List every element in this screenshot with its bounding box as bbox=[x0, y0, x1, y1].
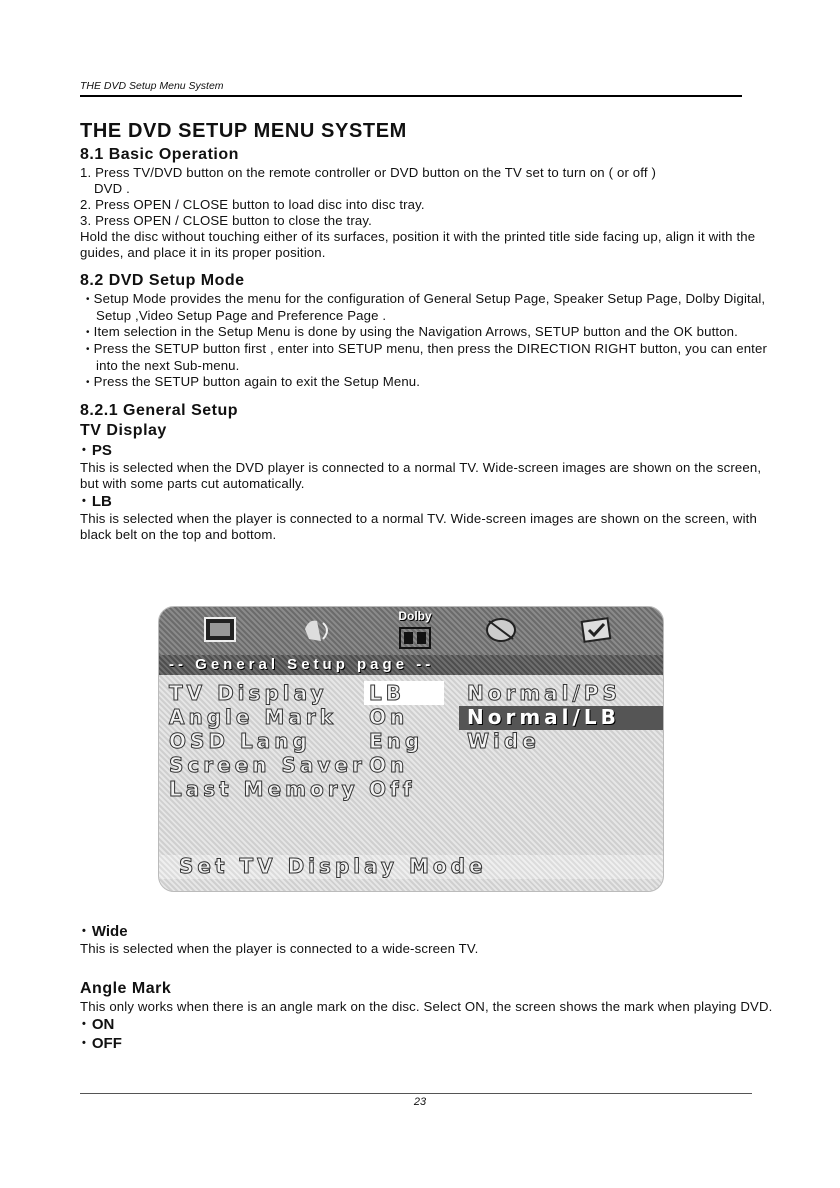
step-2: 2. Press OPEN / CLOSE button to load disc into disc tray. bbox=[80, 197, 425, 212]
speaker-icon bbox=[299, 615, 335, 645]
dolby-label: Dolby bbox=[398, 609, 432, 623]
page-number: 23 bbox=[413, 1096, 427, 1108]
ps-description: This is selected when the DVD player is connected to a normal TV. Wide-screen images are shown on the screen, but with some parts cut automatically. bbox=[80, 460, 762, 491]
osd-icon-bar bbox=[159, 607, 663, 655]
setup-mode-bullet: • Press the SETUP button again to exit the Setup Menu. bbox=[80, 374, 780, 391]
osd-row-label: TV Display bbox=[169, 681, 328, 705]
section-8-2-heading: 8.2 DVD Setup Mode bbox=[80, 272, 245, 289]
osd-row-label: Screen Saver bbox=[169, 753, 366, 777]
osd-title-bar bbox=[159, 655, 663, 675]
wide-description: This is selected when the player is connected to a wide-screen TV. bbox=[80, 941, 479, 956]
osd-row-label: Last Memory bbox=[169, 777, 359, 801]
osd-row-label: OSD Lang bbox=[169, 729, 311, 753]
angle-on-label: • ON bbox=[80, 1015, 780, 1034]
osd-option-selected: Normal/LB bbox=[467, 705, 620, 729]
page-title: THE DVD SETUP MENU SYSTEM bbox=[80, 120, 407, 142]
video-disc-icon bbox=[483, 615, 519, 645]
preference-icon bbox=[579, 615, 615, 645]
osd-row-label: Angle Mark bbox=[169, 705, 337, 729]
dolby-digital-icon bbox=[399, 627, 431, 649]
header-rule bbox=[80, 95, 742, 97]
osd-option: Normal/PS bbox=[467, 681, 621, 705]
osd-row-value: On bbox=[369, 753, 409, 777]
footer-rule bbox=[80, 1093, 752, 1094]
angle-mark-description: This only works when there is an angle mark on the disc. Select ON, the screen shows the mark when playing DVD. bbox=[80, 999, 773, 1014]
running-header: THE DVD Setup Menu System bbox=[80, 80, 224, 92]
tv-display-heading: TV Display bbox=[80, 422, 167, 439]
tv-icon bbox=[203, 615, 239, 645]
osd-row-value: Off bbox=[369, 777, 416, 801]
page-body-lower bbox=[80, 922, 780, 1053]
section-8-1-heading: 8.1 Basic Operation bbox=[80, 146, 239, 163]
wide-label: • Wide bbox=[80, 922, 780, 941]
general-setup-osd-screenshot bbox=[158, 606, 664, 892]
basic-operation-steps bbox=[80, 165, 780, 229]
setup-mode-bullets bbox=[80, 291, 780, 391]
osd-help-text: Set TV Display Mode bbox=[179, 854, 487, 878]
section-8-2-1-heading: 8.2.1 General Setup bbox=[80, 402, 239, 419]
setup-mode-bullet: • Setup Mode provides the menu for the configuration of General Setup Page, Speaker Setup Page, Dolby Digital, Setup ,Video Setup Page and Preference Page . bbox=[80, 291, 780, 324]
osd-page-title: -- General Setup page -- bbox=[169, 656, 435, 673]
page-body bbox=[80, 120, 780, 543]
setup-mode-bullet: • Item selection in the Setup Menu is done by using the Navigation Arrows, SETUP button and the OK button. bbox=[80, 324, 780, 341]
osd-help-bar bbox=[159, 855, 663, 879]
disc-handling-paragraph: Hold the disc without touching either of its surfaces, position it with the printed title side facing up, align it with the guides, and place it in its proper position. bbox=[80, 229, 756, 260]
angle-mark-heading: Angle Mark bbox=[80, 980, 172, 997]
osd-row-value: LB bbox=[369, 681, 405, 705]
osd-row-value: Eng bbox=[369, 729, 424, 753]
step-3: 3. Press OPEN / CLOSE button to close the tray. bbox=[80, 213, 372, 228]
lb-description: This is selected when the player is connected to a normal TV. Wide-screen images are shown on the screen, with black belt on the top and bottom. bbox=[80, 511, 757, 542]
setup-mode-bullet: • Press the SETUP button first , enter into SETUP menu, then press the DIRECTION RIGHT button, you can enter into the next Sub-menu. bbox=[80, 341, 780, 374]
osd-row-value: On bbox=[369, 705, 409, 729]
step-1 bbox=[80, 165, 780, 197]
step-1-line-1: 1. Press TV/DVD button on the remote controller or DVD button on the TV set to turn on ( or off ) bbox=[80, 165, 657, 180]
osd-option: Wide bbox=[467, 729, 540, 753]
lb-label: • LB bbox=[80, 492, 780, 511]
ps-label: • PS bbox=[80, 441, 780, 460]
angle-off-label: • OFF bbox=[80, 1034, 780, 1053]
step-1-line-2: DVD . bbox=[94, 181, 130, 196]
